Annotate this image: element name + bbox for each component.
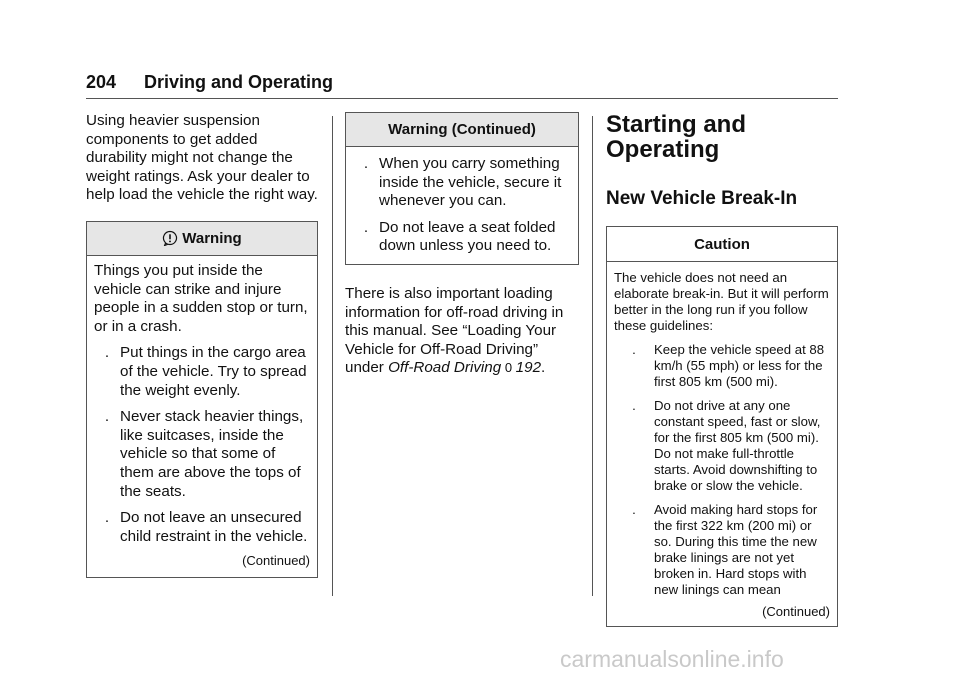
bullet-text: Avoid making hard stops for the first 322 km (200 mi) or so. During this time the new brake linings are not yet broken in. Hard stops with new linings can mean (654, 502, 818, 597)
warning-bullet (94, 344, 310, 400)
bullet-text: Never stack heavier things, like suitcases, inside the vehicle so that some of them are above the tops of the seats. (120, 408, 304, 500)
loading-info-paragraph (345, 285, 579, 378)
bullet-text: Do not leave a seat folded down unless you need to. (379, 218, 556, 255)
page-header (86, 72, 838, 99)
bullet-mark: . (363, 155, 369, 172)
paragraph-text: There is also important loading information for off-road driving in this manual. See “Loading Your Vehicle for Off-Road Driving” under (345, 284, 564, 377)
page-ref-arrow: 0 (504, 360, 513, 376)
cross-reference-page[interactable]: 192 (515, 359, 542, 377)
page-number: 204 (86, 72, 117, 92)
bullet-mark: . (104, 509, 110, 527)
bullet-text: When you carry something inside the vehicle, secure it whenever you can. (379, 155, 562, 210)
section-title: Driving and Operating (144, 72, 334, 92)
warning-continued-box (345, 112, 579, 265)
paragraph-end: . (541, 359, 546, 377)
bullet-mark: . (363, 218, 369, 236)
column-3 (606, 112, 838, 627)
column-1 (86, 112, 318, 578)
bullet-mark: . (632, 398, 636, 413)
caution-bullet (614, 502, 830, 598)
column-divider-right (592, 116, 593, 596)
bullet-text: Keep the vehicle speed at 88 km/h (55 mph) or less for the first 805 km (500 mi). (654, 342, 825, 389)
bullet-mark: . (104, 408, 110, 426)
warning-continued-body (346, 147, 578, 264)
caution-box (606, 226, 838, 627)
bullet-mark: . (104, 344, 110, 362)
caution-bullet (614, 398, 830, 494)
bullet-text: Do not drive at any one constant speed, fast or slow, for the first 805 km (500 mi). Do not make full-throttle starts. Avoid downshifting to brake or slow the vehicle. (654, 398, 821, 493)
column-2 (345, 112, 579, 378)
warning-box (86, 221, 318, 578)
caution-bullet (614, 342, 830, 390)
intro-paragraph: Using heavier suspension components to get added durability might not change the weight ratings. Ask your dealer to help load the vehicle the right way. (86, 112, 318, 204)
warning-continued-header: Warning (Continued) (346, 113, 578, 147)
chapter-heading: Starting and Operating (606, 111, 747, 163)
bullet-text: Put things in the cargo area of the vehicle. Try to spread the weight evenly. (120, 344, 307, 399)
column-divider-left (332, 116, 333, 596)
bullet-mark: . (632, 502, 636, 517)
watermark-text: carmanualsonline.info (560, 646, 784, 672)
caution-header: Caution (607, 227, 837, 262)
warning-bullet (353, 155, 571, 211)
warning-bullet (94, 408, 310, 501)
bullet-mark: . (632, 342, 636, 357)
warning-header (87, 222, 317, 256)
bullet-text: Do not leave an unsecured child restraint in the vehicle. (120, 509, 308, 545)
warning-bullet (94, 509, 310, 546)
continued-label: (Continued) (242, 553, 310, 569)
section-heading: New Vehicle Break-In (606, 188, 798, 209)
warning-icon (162, 230, 178, 246)
caution-body (607, 262, 837, 626)
continued-label: (Continued) (762, 604, 830, 619)
warning-body (87, 256, 317, 577)
cross-reference-link[interactable]: Off-Road Driving (388, 359, 502, 377)
warning-lead: Things you put inside the vehicle can strike and injure people in a sudden stop or turn, or in a crash. (94, 261, 308, 335)
caution-lead: The vehicle does not need an elaborate break-in. But it will perform better in the long run if you follow these guidelines: (614, 270, 829, 333)
warning-bullet (353, 219, 571, 256)
warning-title: Warning (182, 229, 242, 247)
